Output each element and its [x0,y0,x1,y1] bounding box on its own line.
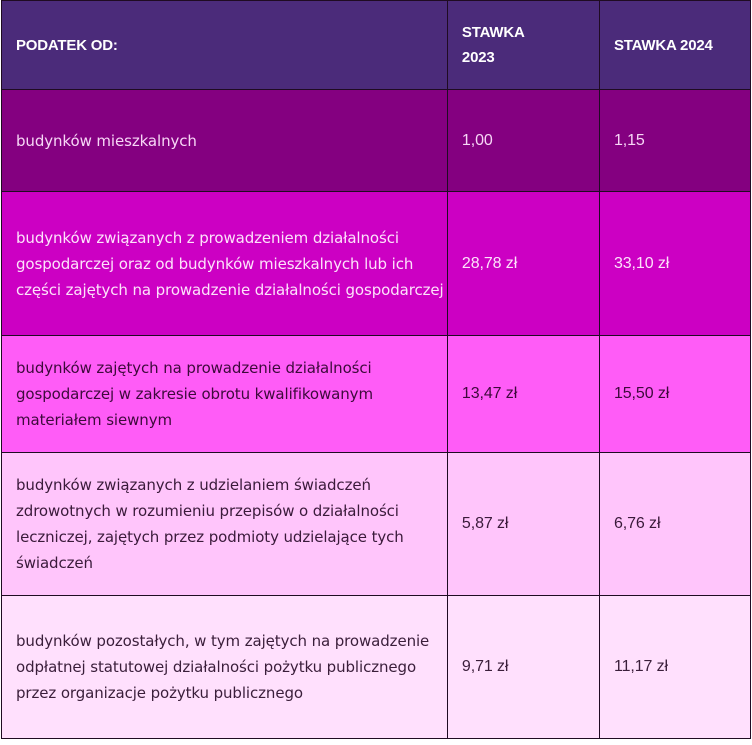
tax-subject-cell: budynków związanych z prowadzeniem działalności gospodarczej oraz od budynków mieszkalnych lub ich części zajętych na prowadzenie działalności gospodarczej [2,192,448,336]
table-row [2,336,751,453]
table-body [2,90,751,739]
rate-2024-cell: 33,10 zł [599,192,750,336]
tax-rates-table [1,0,751,739]
table-row [2,90,751,192]
table-row [2,192,751,336]
tax-subject-cell: budynków mieszkalnych [2,90,448,192]
tax-subject-cell: budynków związanych z udzielaniem świadczeń zdrowotnych w rozumieniu przepisów o działalności leczniczej, zajętych przez podmioty udzielające tych świadczeń [2,453,448,596]
header-rate-2023: STAWKA 2023 [447,1,599,90]
rate-2023-cell: 1,00 [447,90,599,192]
rate-2024-cell: 11,17 zł [599,596,750,739]
header-tax-subject: PODATEK OD: [2,1,448,90]
rate-2023-cell: 28,78 zł [447,192,599,336]
rate-2024-cell: 15,50 zł [599,336,750,453]
rate-2023-cell: 5,87 zł [447,453,599,596]
table-header [2,1,751,90]
tax-subject-cell: budynków zajętych na prowadzenie działalności gospodarczej w zakresie obrotu kwalifikowanym materiałem siewnym [2,336,448,453]
rate-2023-cell: 9,71 zł [447,596,599,739]
rate-2023-cell: 13,47 zł [447,336,599,453]
header-row [2,1,751,90]
table-row [2,453,751,596]
rate-2024-cell: 1,15 [599,90,750,192]
header-rate-2024: STAWKA 2024 [599,1,750,90]
table-row [2,596,751,739]
rate-2024-cell: 6,76 zł [599,453,750,596]
tax-subject-cell: budynków pozostałych, w tym zajętych na prowadzenie odpłatnej statutowej działalności pożytku publicznego przez organizacje pożytku publicznego [2,596,448,739]
